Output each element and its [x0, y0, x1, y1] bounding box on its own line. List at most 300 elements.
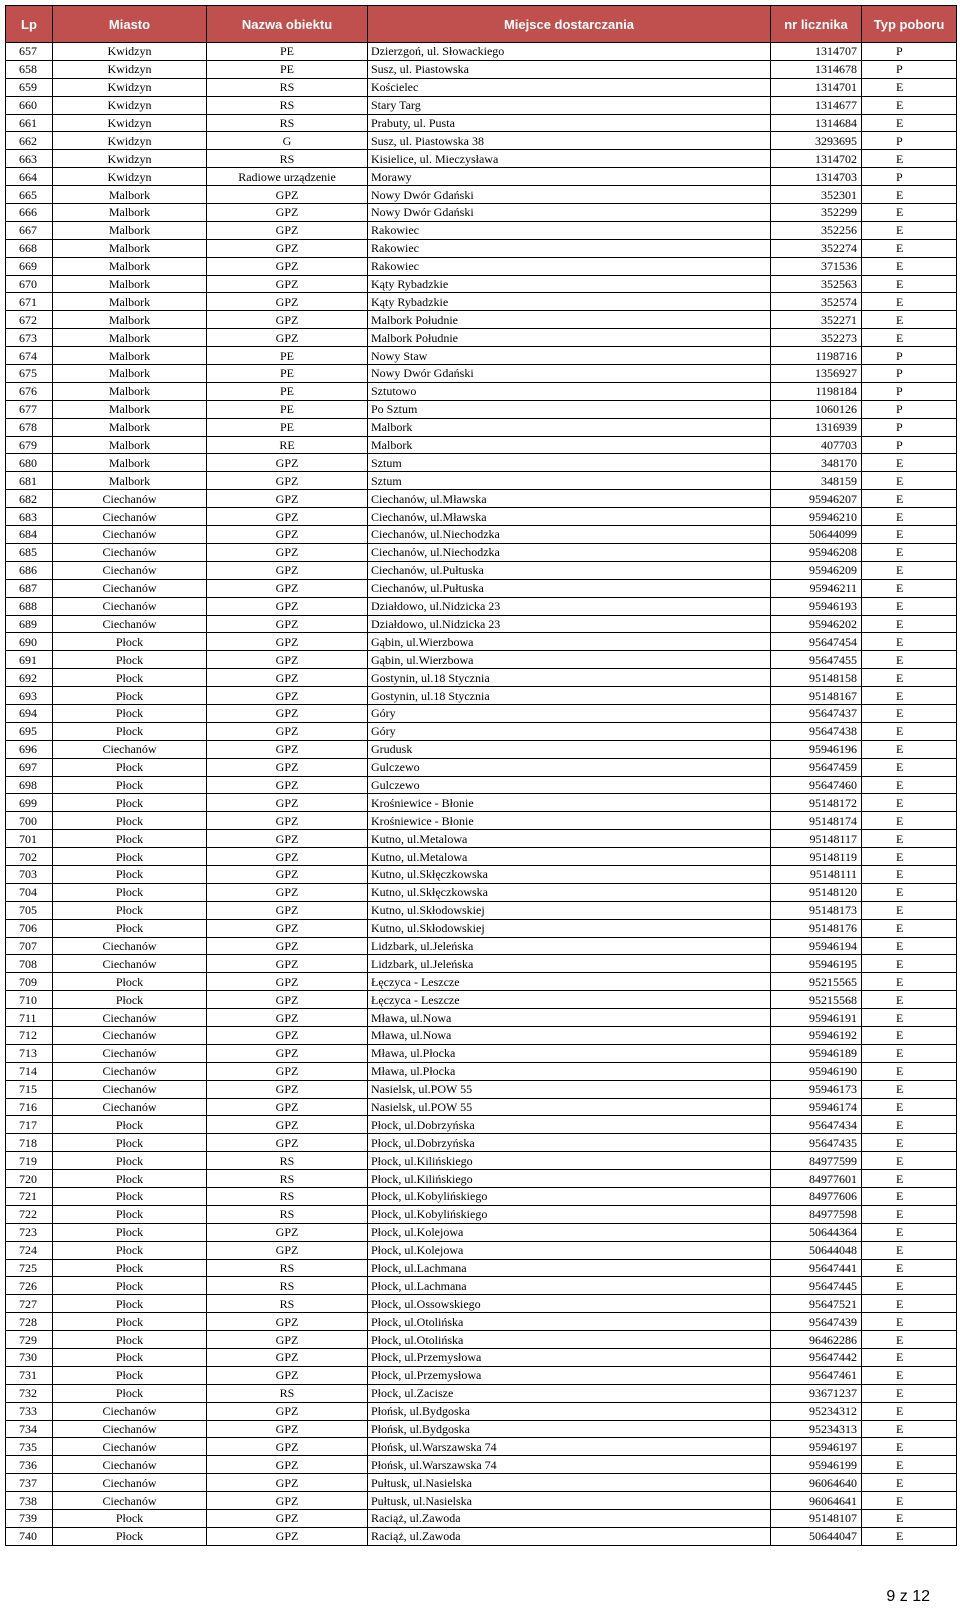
cell-nazwa-obiektu: RS [207, 1152, 368, 1170]
table-row [6, 865, 957, 883]
cell-nr-licznika: 95148158 [771, 669, 862, 687]
cell-miejsce-dostarczania: Łęczyca - Leszcze [368, 973, 771, 991]
cell-miejsce-dostarczania: Nowy Staw [368, 347, 771, 365]
table-row [6, 454, 957, 472]
cell-miejsce-dostarczania: Działdowo, ul.Nidzicka 23 [368, 615, 771, 633]
cell-nr-licznika: 95946173 [771, 1080, 862, 1098]
table-row [6, 132, 957, 150]
table-row [6, 1170, 957, 1188]
cell-nr-licznika: 95215565 [771, 973, 862, 991]
cell-miejsce-dostarczania: Po Sztum [368, 400, 771, 418]
table-row [6, 919, 957, 937]
cell-lp: 699 [6, 794, 53, 812]
cell-nr-licznika: 95946209 [771, 561, 862, 579]
cell-miasto: Płock [53, 794, 207, 812]
cell-nazwa-obiektu: PE [207, 400, 368, 418]
cell-miasto: Ciechanów [53, 1438, 207, 1456]
cell-lp: 698 [6, 776, 53, 794]
cell-lp: 702 [6, 848, 53, 866]
cell-typ-poboru: E [862, 740, 957, 758]
cell-miejsce-dostarczania: Nowy Dwór Gdański [368, 204, 771, 222]
cell-nazwa-obiektu: Radiowe urządzenie [207, 168, 368, 186]
cell-miasto: Kwidzyn [53, 43, 207, 61]
cell-nazwa-obiektu: PE [207, 43, 368, 61]
cell-miasto: Płock [53, 1259, 207, 1277]
cell-nazwa-obiektu: GPZ [207, 1492, 368, 1510]
cell-nazwa-obiektu: PE [207, 418, 368, 436]
cell-typ-poboru: P [862, 365, 957, 383]
cell-nazwa-obiektu: GPZ [207, 1349, 368, 1367]
page-number: 9 z 12 [886, 1588, 930, 1605]
cell-nazwa-obiektu: GPZ [207, 883, 368, 901]
cell-miasto: Płock [53, 812, 207, 830]
cell-miasto: Malbork [53, 418, 207, 436]
cell-nr-licznika: 95647437 [771, 704, 862, 722]
table-row [6, 239, 957, 257]
cell-miejsce-dostarczania: Płońsk, ul.Warszawska 74 [368, 1438, 771, 1456]
cell-nr-licznika: 95215568 [771, 991, 862, 1009]
cell-nazwa-obiektu: GPZ [207, 543, 368, 561]
cell-nr-licznika: 84977598 [771, 1205, 862, 1223]
cell-nr-licznika: 96064641 [771, 1492, 862, 1510]
cell-nr-licznika: 95148176 [771, 919, 862, 937]
cell-nr-licznika: 95946190 [771, 1062, 862, 1080]
cell-typ-poboru: E [862, 722, 957, 740]
cell-miejsce-dostarczania: Płock, ul.Kolejowa [368, 1223, 771, 1241]
table-row [6, 418, 957, 436]
cell-nr-licznika: 1314701 [771, 78, 862, 96]
cell-miasto: Malbork [53, 186, 207, 204]
cell-lp: 658 [6, 60, 53, 78]
cell-lp: 716 [6, 1098, 53, 1116]
cell-miejsce-dostarczania: Morawy [368, 168, 771, 186]
cell-nazwa-obiektu: RS [207, 1188, 368, 1206]
cell-miasto: Ciechanów [53, 1098, 207, 1116]
cell-lp: 685 [6, 543, 53, 561]
cell-miejsce-dostarczania: Ciechanów, ul.Pułtuska [368, 579, 771, 597]
cell-miejsce-dostarczania: Grudusk [368, 740, 771, 758]
cell-miejsce-dostarczania: Płock, ul.Ossowskiego [368, 1295, 771, 1313]
cell-nazwa-obiektu: GPZ [207, 472, 368, 490]
cell-nr-licznika: 352574 [771, 293, 862, 311]
cell-lp: 665 [6, 186, 53, 204]
cell-miejsce-dostarczania: Nowy Dwór Gdański [368, 186, 771, 204]
cell-miejsce-dostarczania: Góry [368, 704, 771, 722]
cell-lp: 684 [6, 526, 53, 544]
cell-miejsce-dostarczania: Stary Targ [368, 96, 771, 114]
cell-nr-licznika: 95148120 [771, 883, 862, 901]
cell-lp: 730 [6, 1349, 53, 1367]
cell-lp: 728 [6, 1313, 53, 1331]
cell-miejsce-dostarczania: Gąbin, ul.Wierzbowa [368, 633, 771, 651]
cell-miasto: Kwidzyn [53, 168, 207, 186]
cell-nr-licznika: 95946193 [771, 597, 862, 615]
table-row [6, 991, 957, 1009]
cell-nr-licznika: 1314703 [771, 168, 862, 186]
table-row [6, 740, 957, 758]
cell-nr-licznika: 95234312 [771, 1402, 862, 1420]
cell-miejsce-dostarczania: Nasielsk, ul.POW 55 [368, 1098, 771, 1116]
cell-nr-licznika: 96462286 [771, 1331, 862, 1349]
header-lp: Lp [6, 6, 53, 43]
cell-miejsce-dostarczania: Lidzbark, ul.Jeleńska [368, 955, 771, 973]
cell-miejsce-dostarczania: Mława, ul.Płocka [368, 1044, 771, 1062]
cell-typ-poboru: E [862, 973, 957, 991]
cell-nr-licznika: 95647460 [771, 776, 862, 794]
cell-typ-poboru: E [862, 204, 957, 222]
cell-miasto: Ciechanów [53, 1026, 207, 1044]
table-row [6, 955, 957, 973]
table-row [6, 508, 957, 526]
cell-typ-poboru: E [862, 1188, 957, 1206]
cell-typ-poboru: E [862, 865, 957, 883]
cell-miejsce-dostarczania: Kutno, ul.Skłodowskiej [368, 901, 771, 919]
cell-lp: 674 [6, 347, 53, 365]
cell-nr-licznika: 95148111 [771, 865, 862, 883]
cell-miasto: Płock [53, 1170, 207, 1188]
cell-lp: 671 [6, 293, 53, 311]
cell-miejsce-dostarczania: Malbork [368, 436, 771, 454]
cell-nazwa-obiektu: RS [207, 1384, 368, 1402]
cell-typ-poboru: E [862, 1116, 957, 1134]
cell-nr-licznika: 50644047 [771, 1527, 862, 1545]
cell-nazwa-obiektu: GPZ [207, 1420, 368, 1438]
table-row [6, 168, 957, 186]
cell-miejsce-dostarczania: Mława, ul.Płocka [368, 1062, 771, 1080]
cell-miejsce-dostarczania: Sztutowo [368, 382, 771, 400]
cell-miejsce-dostarczania: Płock, ul.Dobrzyńska [368, 1134, 771, 1152]
meter-table [5, 5, 957, 1546]
cell-miejsce-dostarczania: Pułtusk, ul.Nasielska [368, 1474, 771, 1492]
cell-typ-poboru: E [862, 1152, 957, 1170]
cell-nr-licznika: 50644099 [771, 526, 862, 544]
cell-nazwa-obiektu: GPZ [207, 1527, 368, 1545]
cell-miejsce-dostarczania: Malbork [368, 418, 771, 436]
cell-nazwa-obiektu: GPZ [207, 615, 368, 633]
cell-typ-poboru: P [862, 436, 957, 454]
cell-nr-licznika: 84977606 [771, 1188, 862, 1206]
cell-lp: 701 [6, 830, 53, 848]
cell-nazwa-obiektu: GPZ [207, 597, 368, 615]
cell-nazwa-obiektu: GPZ [207, 1009, 368, 1027]
cell-typ-poboru: E [862, 1170, 957, 1188]
cell-nr-licznika: 95647441 [771, 1259, 862, 1277]
cell-lp: 736 [6, 1456, 53, 1474]
cell-miasto: Malbork [53, 293, 207, 311]
cell-nr-licznika: 95946192 [771, 1026, 862, 1044]
cell-typ-poboru: E [862, 776, 957, 794]
cell-typ-poboru: P [862, 382, 957, 400]
cell-miasto: Płock [53, 1366, 207, 1384]
cell-miejsce-dostarczania: Rakowiec [368, 221, 771, 239]
cell-miejsce-dostarczania: Kutno, ul.Skłęczkowska [368, 865, 771, 883]
cell-lp: 715 [6, 1080, 53, 1098]
table-row [6, 669, 957, 687]
cell-lp: 683 [6, 508, 53, 526]
cell-miejsce-dostarczania: Krośniewice - Błonie [368, 794, 771, 812]
cell-nr-licznika: 352563 [771, 275, 862, 293]
cell-miasto: Ciechanów [53, 526, 207, 544]
cell-lp: 718 [6, 1134, 53, 1152]
table-row [6, 651, 957, 669]
table-row [6, 221, 957, 239]
table-row [6, 1098, 957, 1116]
cell-nazwa-obiektu: GPZ [207, 973, 368, 991]
cell-typ-poboru: E [862, 830, 957, 848]
cell-miejsce-dostarczania: Płock, ul.Dobrzyńska [368, 1116, 771, 1134]
cell-nr-licznika: 95647438 [771, 722, 862, 740]
cell-nr-licznika: 95647439 [771, 1313, 862, 1331]
cell-nr-licznika: 96064640 [771, 1474, 862, 1492]
cell-nr-licznika: 95148119 [771, 848, 862, 866]
table-row [6, 561, 957, 579]
cell-miejsce-dostarczania: Malbork Południe [368, 311, 771, 329]
cell-lp: 689 [6, 615, 53, 633]
cell-nazwa-obiektu: RS [207, 1170, 368, 1188]
table-row [6, 543, 957, 561]
table-row [6, 382, 957, 400]
cell-lp: 691 [6, 651, 53, 669]
table-row [6, 1044, 957, 1062]
table-row [6, 1349, 957, 1367]
table-row [6, 400, 957, 418]
cell-typ-poboru: E [862, 221, 957, 239]
cell-lp: 688 [6, 597, 53, 615]
table-row [6, 1009, 957, 1027]
cell-typ-poboru: E [862, 633, 957, 651]
cell-typ-poboru: E [862, 472, 957, 490]
cell-lp: 704 [6, 883, 53, 901]
cell-lp: 680 [6, 454, 53, 472]
cell-lp: 670 [6, 275, 53, 293]
cell-lp: 723 [6, 1223, 53, 1241]
cell-typ-poboru: E [862, 848, 957, 866]
cell-nazwa-obiektu: GPZ [207, 651, 368, 669]
cell-typ-poboru: E [862, 1492, 957, 1510]
cell-nazwa-obiektu: GPZ [207, 1116, 368, 1134]
cell-typ-poboru: P [862, 418, 957, 436]
cell-typ-poboru: E [862, 275, 957, 293]
table-row [6, 78, 957, 96]
cell-miasto: Płock [53, 758, 207, 776]
cell-miasto: Płock [53, 776, 207, 794]
cell-nazwa-obiektu: GPZ [207, 293, 368, 311]
cell-miasto: Malbork [53, 365, 207, 383]
cell-lp: 673 [6, 329, 53, 347]
table-row [6, 937, 957, 955]
cell-miejsce-dostarczania: Działdowo, ul.Nidzicka 23 [368, 597, 771, 615]
cell-nr-licznika: 84977599 [771, 1152, 862, 1170]
cell-lp: 693 [6, 687, 53, 705]
cell-nr-licznika: 95946202 [771, 615, 862, 633]
cell-typ-poboru: E [862, 508, 957, 526]
table-row [6, 1492, 957, 1510]
cell-miasto: Kwidzyn [53, 60, 207, 78]
cell-typ-poboru: E [862, 901, 957, 919]
cell-lp: 675 [6, 365, 53, 383]
cell-lp: 712 [6, 1026, 53, 1044]
cell-nazwa-obiektu: GPZ [207, 526, 368, 544]
cell-nazwa-obiektu: GPZ [207, 1313, 368, 1331]
cell-typ-poboru: E [862, 651, 957, 669]
cell-lp: 663 [6, 150, 53, 168]
cell-lp: 714 [6, 1062, 53, 1080]
cell-nazwa-obiektu: RS [207, 114, 368, 132]
cell-miejsce-dostarczania: Ciechanów, ul.Niechodzka [368, 543, 771, 561]
table-row [6, 848, 957, 866]
cell-nazwa-obiektu: GPZ [207, 991, 368, 1009]
cell-miasto: Malbork [53, 311, 207, 329]
cell-miasto: Płock [53, 883, 207, 901]
cell-miejsce-dostarczania: Sztum [368, 472, 771, 490]
cell-nazwa-obiektu: GPZ [207, 704, 368, 722]
cell-miejsce-dostarczania: Ciechanów, ul.Niechodzka [368, 526, 771, 544]
cell-nazwa-obiektu: GPZ [207, 1044, 368, 1062]
cell-typ-poboru: E [862, 1402, 957, 1420]
cell-miejsce-dostarczania: Kutno, ul.Metalowa [368, 848, 771, 866]
cell-lp: 724 [6, 1241, 53, 1259]
table-row [6, 526, 957, 544]
table-row [6, 1402, 957, 1420]
cell-miejsce-dostarczania: Ciechanów, ul.Pułtuska [368, 561, 771, 579]
cell-miejsce-dostarczania: Rakowiec [368, 257, 771, 275]
cell-miejsce-dostarczania: Ciechanów, ul.Mławska [368, 508, 771, 526]
cell-lp: 657 [6, 43, 53, 61]
cell-typ-poboru: E [862, 293, 957, 311]
cell-miasto: Płock [53, 1349, 207, 1367]
cell-nr-licznika: 1060126 [771, 400, 862, 418]
cell-nr-licznika: 95946195 [771, 955, 862, 973]
cell-nazwa-obiektu: GPZ [207, 776, 368, 794]
cell-typ-poboru: E [862, 1080, 957, 1098]
cell-nazwa-obiektu: RS [207, 78, 368, 96]
table-row [6, 883, 957, 901]
cell-typ-poboru: E [862, 597, 957, 615]
table-row [6, 347, 957, 365]
cell-miejsce-dostarczania: Płońsk, ul.Bydgoska [368, 1420, 771, 1438]
cell-lp: 722 [6, 1205, 53, 1223]
cell-typ-poboru: E [862, 490, 957, 508]
cell-nazwa-obiektu: GPZ [207, 490, 368, 508]
table-row [6, 1474, 957, 1492]
cell-lp: 740 [6, 1527, 53, 1545]
cell-miasto: Płock [53, 1116, 207, 1134]
cell-lp: 687 [6, 579, 53, 597]
cell-lp: 700 [6, 812, 53, 830]
cell-miejsce-dostarczania: Góry [368, 722, 771, 740]
cell-miejsce-dostarczania: Płock, ul.Zacisze [368, 1384, 771, 1402]
cell-typ-poboru: E [862, 1259, 957, 1277]
cell-miasto: Płock [53, 1134, 207, 1152]
cell-lp: 708 [6, 955, 53, 973]
cell-typ-poboru: E [862, 812, 957, 830]
cell-lp: 725 [6, 1259, 53, 1277]
cell-typ-poboru: E [862, 955, 957, 973]
cell-nr-licznika: 95946197 [771, 1438, 862, 1456]
cell-miasto: Malbork [53, 239, 207, 257]
cell-miasto: Płock [53, 1241, 207, 1259]
cell-miejsce-dostarczania: Raciąż, ul.Zawoda [368, 1510, 771, 1528]
cell-miasto: Płock [53, 669, 207, 687]
cell-miasto: Malbork [53, 204, 207, 222]
cell-typ-poboru: E [862, 1331, 957, 1349]
cell-nr-licznika: 371536 [771, 257, 862, 275]
cell-miejsce-dostarczania: Rakowiec [368, 239, 771, 257]
cell-nazwa-obiektu: GPZ [207, 1510, 368, 1528]
table-row [6, 615, 957, 633]
cell-nr-licznika: 95647459 [771, 758, 862, 776]
cell-miasto: Ciechanów [53, 1062, 207, 1080]
cell-miasto: Kwidzyn [53, 150, 207, 168]
cell-nr-licznika: 95946207 [771, 490, 862, 508]
table-row [6, 812, 957, 830]
cell-miasto: Malbork [53, 221, 207, 239]
table-row [6, 257, 957, 275]
cell-nazwa-obiektu: GPZ [207, 579, 368, 597]
table-row [6, 1420, 957, 1438]
cell-miasto: Kwidzyn [53, 96, 207, 114]
cell-miejsce-dostarczania: Raciąż, ul.Zawoda [368, 1527, 771, 1545]
cell-nazwa-obiektu: GPZ [207, 186, 368, 204]
cell-nr-licznika: 1314702 [771, 150, 862, 168]
cell-typ-poboru: E [862, 937, 957, 955]
cell-typ-poboru: E [862, 1527, 957, 1545]
cell-miejsce-dostarczania: Gąbin, ul.Wierzbowa [368, 651, 771, 669]
table-row [6, 579, 957, 597]
cell-miejsce-dostarczania: Płock, ul.Otolińska [368, 1331, 771, 1349]
table-row [6, 1366, 957, 1384]
cell-miasto: Malbork [53, 472, 207, 490]
cell-nazwa-obiektu: GPZ [207, 955, 368, 973]
cell-lp: 719 [6, 1152, 53, 1170]
cell-lp: 706 [6, 919, 53, 937]
cell-typ-poboru: E [862, 1044, 957, 1062]
table-row [6, 1527, 957, 1545]
cell-miasto: Płock [53, 722, 207, 740]
table-row [6, 150, 957, 168]
cell-nr-licznika: 95946210 [771, 508, 862, 526]
cell-nr-licznika: 84977601 [771, 1170, 862, 1188]
cell-typ-poboru: E [862, 1223, 957, 1241]
cell-nr-licznika: 93671237 [771, 1384, 862, 1402]
table-row [6, 722, 957, 740]
table-row [6, 758, 957, 776]
cell-lp: 739 [6, 1510, 53, 1528]
cell-nazwa-obiektu: GPZ [207, 848, 368, 866]
cell-nr-licznika: 95148174 [771, 812, 862, 830]
cell-typ-poboru: P [862, 400, 957, 418]
cell-miasto: Płock [53, 1188, 207, 1206]
cell-nr-licznika: 1316939 [771, 418, 862, 436]
cell-lp: 696 [6, 740, 53, 758]
cell-miasto: Malbork [53, 275, 207, 293]
cell-miasto: Kwidzyn [53, 78, 207, 96]
table-row [6, 776, 957, 794]
cell-miasto: Płock [53, 1331, 207, 1349]
cell-nr-licznika: 1198184 [771, 382, 862, 400]
table-row [6, 1295, 957, 1313]
cell-miejsce-dostarczania: Mława, ul.Nowa [368, 1026, 771, 1044]
table-row [6, 365, 957, 383]
cell-lp: 677 [6, 400, 53, 418]
cell-miasto: Kwidzyn [53, 132, 207, 150]
cell-typ-poboru: E [862, 615, 957, 633]
cell-nazwa-obiektu: GPZ [207, 329, 368, 347]
cell-typ-poboru: E [862, 526, 957, 544]
cell-miejsce-dostarczania: Kąty Rybadzkie [368, 293, 771, 311]
cell-nazwa-obiektu: GPZ [207, 1474, 368, 1492]
cell-nr-licznika: 95148172 [771, 794, 862, 812]
